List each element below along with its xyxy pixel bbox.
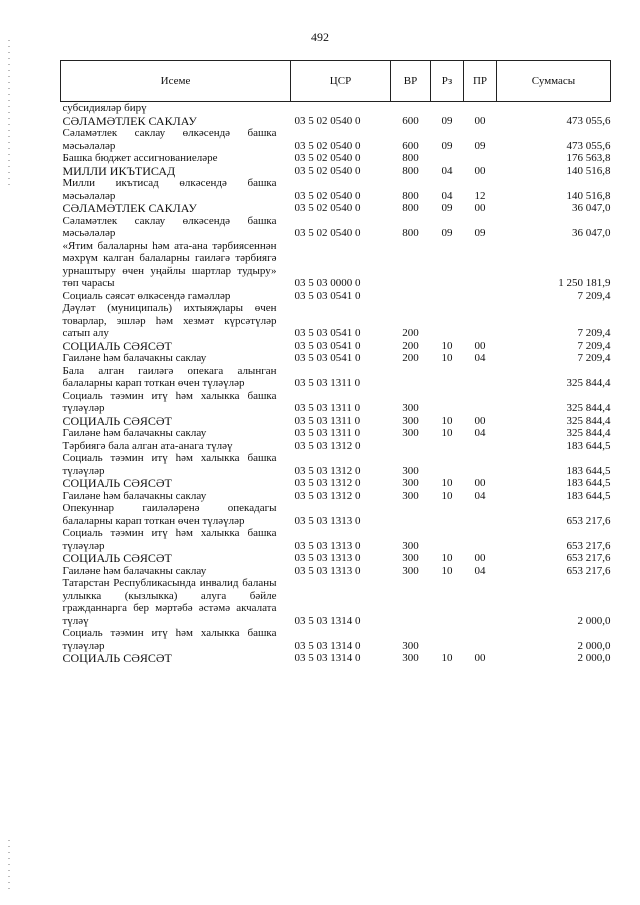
cell-pr: 00 xyxy=(474,552,486,564)
cell-vr: 200 xyxy=(402,352,419,364)
cell-sum: 36 047,0 xyxy=(572,227,611,239)
cell-rz xyxy=(431,302,464,340)
table-row xyxy=(61,115,611,128)
cell-pr: 04 xyxy=(474,352,486,364)
cell-name: Гаиләне һәм балачакны саклау xyxy=(62,564,207,577)
budget-table xyxy=(60,60,611,665)
cell-name: СОЦИАЛЬ СӘЯСӘТ xyxy=(62,551,172,565)
cell-rz: 10 xyxy=(441,652,453,664)
cell-sum: 183 644,5 xyxy=(566,489,611,502)
cell-rz xyxy=(431,102,464,115)
cell-csr: 03 5 03 1311 0 xyxy=(294,377,361,389)
cell-csr: 03 5 03 1312 0 xyxy=(294,464,361,477)
cell-pr xyxy=(464,527,497,552)
cell-vr: 800 xyxy=(402,227,419,239)
cell-vr: 300 xyxy=(402,477,419,489)
cell-sum: 2 000,0 xyxy=(577,652,611,664)
cell-pr: 00 xyxy=(474,652,486,664)
cell-name: Татарстан Республикасында инвалид баланы уллыкка (кызлыкка) алуга бәйле гражданнарга бер мәртәбә әстәмә акчалата түләү xyxy=(62,577,277,627)
cell-pr: 00 xyxy=(474,414,486,427)
table-row xyxy=(61,290,611,303)
cell-sum: 1 250 181,9 xyxy=(558,277,611,289)
cell-rz: 10 xyxy=(441,339,453,352)
cell-pr xyxy=(464,390,497,415)
cell-rz xyxy=(431,440,464,453)
cell-csr: 03 5 03 1312 0 xyxy=(294,477,361,489)
table-row xyxy=(61,390,611,415)
cell-csr: 03 5 02 0540 0 xyxy=(294,114,361,127)
cell-csr: 03 5 03 1311 0 xyxy=(294,414,361,427)
cell-pr: 09 xyxy=(474,227,486,239)
col-header-vr: ВР xyxy=(391,61,431,102)
cell-name: СӘЛАМӘТЛЕК САКЛАУ xyxy=(62,201,197,215)
cell-rz xyxy=(431,452,464,477)
cell-rz: 09 xyxy=(441,227,453,239)
cell-vr: 800 xyxy=(402,164,419,177)
cell-csr: 03 5 03 1311 0 xyxy=(294,427,361,439)
cell-pr: 00 xyxy=(474,114,486,127)
table-row xyxy=(61,565,611,578)
cell-rz xyxy=(431,627,464,652)
cell-name: СОЦИАЛЬ СӘЯСӘТ xyxy=(62,651,172,665)
cell-pr xyxy=(464,440,497,453)
cell-rz xyxy=(431,577,464,627)
cell-vr: 300 xyxy=(402,414,419,427)
cell-csr: 03 5 03 1313 0 xyxy=(294,539,361,552)
cell-vr xyxy=(391,290,431,303)
cell-csr: 03 5 03 1313 0 xyxy=(294,564,361,577)
cell-pr xyxy=(464,627,497,652)
table-row xyxy=(61,365,611,390)
cell-pr xyxy=(464,452,497,477)
cell-name: Социаль сәясәт өлкәсендә гамәлләр xyxy=(62,289,231,302)
cell-name: Сәламәтлек саклау өлкәсендә башка мәсьәләләр xyxy=(62,127,277,152)
cell-rz: 10 xyxy=(441,552,453,564)
cell-pr: 00 xyxy=(474,339,486,352)
cell-vr xyxy=(391,102,431,115)
cell-sum: 7 209,4 xyxy=(577,289,611,302)
cell-vr: 300 xyxy=(402,489,419,502)
cell-name: СОЦИАЛЬ СӘЯСӘТ xyxy=(62,413,172,428)
cell-pr xyxy=(464,152,497,165)
table-row xyxy=(61,215,611,240)
cell-csr: 03 5 03 1313 0 xyxy=(294,514,361,527)
table-row xyxy=(61,415,611,428)
cell-rz: 09 xyxy=(441,202,453,214)
cell-csr: 03 5 03 1311 0 xyxy=(294,402,361,414)
cell-pr: 04 xyxy=(474,427,486,439)
page-number: 492 xyxy=(311,30,329,44)
cell-csr: 03 5 03 1313 0 xyxy=(294,552,361,564)
cell-rz: 10 xyxy=(441,414,453,427)
table-row xyxy=(61,477,611,490)
cell-name: Гаиләне һәм балачакны саклау xyxy=(62,489,207,502)
cell-pr: 00 xyxy=(474,477,486,489)
cell-sum: 176 563,8 xyxy=(566,152,611,164)
table-row xyxy=(61,490,611,503)
table-row xyxy=(61,427,611,440)
cell-name: СОЦИАЛЬ СӘЯСӘТ xyxy=(62,476,172,490)
cell-csr xyxy=(291,102,391,115)
cell-csr: 03 5 03 0000 0 xyxy=(294,277,361,289)
margin-dots xyxy=(8,40,10,190)
cell-sum xyxy=(497,102,611,115)
cell-csr: 03 5 03 1312 0 xyxy=(294,489,361,502)
cell-rz: 04 xyxy=(441,164,453,177)
cell-sum: 325 844,4 xyxy=(566,414,611,427)
cell-name: Социаль тәэмин итү һәм халыкка башка түләүләр xyxy=(62,527,277,552)
cell-rz: 04 xyxy=(441,189,453,202)
cell-csr: 03 5 02 0540 0 xyxy=(294,227,361,239)
cell-rz: 09 xyxy=(441,114,453,127)
table-row xyxy=(61,177,611,202)
cell-sum: 183 644,5 xyxy=(566,439,611,452)
cell-pr: 00 xyxy=(474,202,486,214)
cell-name: Гаиләне һәм балачакны саклау xyxy=(62,352,207,364)
table-row xyxy=(61,352,611,365)
cell-sum: 653 217,6 xyxy=(566,514,611,527)
col-header-sum: Суммасы xyxy=(497,61,611,102)
table-row xyxy=(61,577,611,627)
table-row xyxy=(61,102,611,115)
cell-vr: 300 xyxy=(402,402,419,414)
cell-vr: 300 xyxy=(402,564,419,577)
cell-csr: 03 5 02 0540 0 xyxy=(294,139,361,152)
cell-rz xyxy=(431,240,464,290)
cell-sum: 2 000,0 xyxy=(577,614,611,627)
cell-vr xyxy=(391,577,431,627)
table-row xyxy=(61,552,611,565)
col-header-rz: Рз xyxy=(431,61,464,102)
cell-sum: 183 644,5 xyxy=(566,464,611,477)
cell-rz: 10 xyxy=(441,489,453,502)
cell-pr xyxy=(464,365,497,390)
cell-vr xyxy=(391,440,431,453)
cell-name: Бала алган гаиләгә опекага алынган балаларны карап тоткан өчен түләүләр xyxy=(62,364,277,389)
cell-sum: 653 217,6 xyxy=(566,539,611,552)
cell-vr: 300 xyxy=(402,652,419,664)
cell-vr: 200 xyxy=(402,327,419,339)
table-row xyxy=(61,240,611,290)
cell-name: субсидияләр бирү xyxy=(62,102,147,114)
cell-csr: 03 5 03 0541 0 xyxy=(294,327,361,339)
cell-csr: 03 5 03 1314 0 xyxy=(294,639,361,652)
table-row xyxy=(61,127,611,152)
cell-rz: 10 xyxy=(441,477,453,489)
cell-rz xyxy=(431,527,464,552)
cell-vr: 300 xyxy=(402,639,419,652)
cell-sum: 325 844,4 xyxy=(566,402,611,414)
cell-vr: 600 xyxy=(402,139,419,152)
cell-csr: 03 5 02 0540 0 xyxy=(294,202,361,214)
cell-vr: 600 xyxy=(402,114,419,127)
cell-sum: 140 516,8 xyxy=(566,189,611,202)
cell-vr: 200 xyxy=(402,339,419,352)
cell-sum: 183 644,5 xyxy=(566,477,611,489)
col-header-name: Исеме xyxy=(61,61,291,102)
cell-pr xyxy=(464,302,497,340)
cell-rz: 09 xyxy=(441,139,453,152)
cell-csr: 03 5 03 0541 0 xyxy=(294,289,361,302)
cell-sum: 36 047,0 xyxy=(572,202,611,214)
cell-sum: 325 844,4 xyxy=(566,427,611,439)
table-row xyxy=(61,527,611,552)
cell-csr: 03 5 03 1314 0 xyxy=(294,614,361,627)
cell-sum: 7 209,4 xyxy=(577,352,611,364)
cell-csr: 03 5 02 0540 0 xyxy=(294,164,361,177)
cell-rz xyxy=(431,290,464,303)
table-row xyxy=(61,340,611,353)
cell-sum: 325 844,4 xyxy=(566,377,611,389)
cell-name: «Ятим балаларны һәм ата-ана тәрбиясеннән мәхрүм калган балаларны гаиләгә тәрбиягә урнаштыру өчен уңайлы шартлар тудыру» төп чарасы xyxy=(62,239,277,289)
table-row xyxy=(61,440,611,453)
cell-name: Тәрбиягә бала алган ата-анага түләү xyxy=(62,439,233,452)
cell-pr xyxy=(464,502,497,527)
cell-name: Опекуннар гаиләләренә опекадагы балаларны карап тоткан өчен түләүләр xyxy=(62,502,277,527)
cell-vr xyxy=(391,502,431,527)
cell-name: Милли икътисад өлкәсендә башка мәсьәләләр xyxy=(62,177,277,202)
cell-csr: 03 5 03 1314 0 xyxy=(294,652,361,664)
cell-csr: 03 5 02 0540 0 xyxy=(294,152,361,164)
cell-pr xyxy=(464,102,497,115)
cell-sum: 140 516,8 xyxy=(566,164,611,177)
cell-pr: 09 xyxy=(474,139,486,152)
cell-name: СӘЛАМӘТЛЕК САКЛАУ xyxy=(62,113,197,128)
cell-vr: 300 xyxy=(402,552,419,564)
cell-csr: 03 5 03 1312 0 xyxy=(294,439,361,452)
cell-rz xyxy=(431,365,464,390)
table-row xyxy=(61,165,611,178)
cell-pr xyxy=(464,240,497,290)
cell-pr: 00 xyxy=(474,164,486,177)
cell-pr xyxy=(464,290,497,303)
table-row xyxy=(61,452,611,477)
cell-name: Социаль тәэмин итү һәм халыкка башка түләүләр xyxy=(62,452,277,477)
cell-vr xyxy=(391,365,431,390)
cell-rz: 10 xyxy=(441,564,453,577)
cell-name: СОЦИАЛЬ СӘЯСӘТ xyxy=(62,338,172,353)
cell-name: МИЛЛИ ИКЪТИСАД xyxy=(62,163,176,178)
cell-name: Башка бюджет ассигнованиеләре xyxy=(62,152,218,164)
cell-rz xyxy=(431,502,464,527)
col-header-pr: ПР xyxy=(464,61,497,102)
cell-pr xyxy=(464,577,497,627)
cell-vr: 300 xyxy=(402,539,419,552)
margin-dots xyxy=(8,840,10,890)
cell-vr: 800 xyxy=(402,202,419,214)
table-row xyxy=(61,302,611,340)
cell-sum: 653 217,6 xyxy=(566,552,611,564)
table-row xyxy=(61,652,611,665)
cell-pr: 04 xyxy=(474,489,486,502)
cell-sum: 7 209,4 xyxy=(577,327,611,339)
cell-csr: 03 5 03 0541 0 xyxy=(294,352,361,364)
cell-name: Социаль тәэмин итү һәм халыкка башка түләүләр xyxy=(62,627,277,652)
cell-name: Дәүләт (муниципаль) ихтыяҗлары өчен товарлар, эшләр һәм хезмәт күрсәтүләр сатып алу xyxy=(62,302,277,339)
cell-rz: 10 xyxy=(441,352,453,364)
cell-sum: 7 209,4 xyxy=(577,339,611,352)
table-row xyxy=(61,152,611,165)
table-row xyxy=(61,627,611,652)
cell-name: Сәламәтлек саклау өлкәсендә башка мәсьәләләр xyxy=(62,214,277,239)
cell-csr: 03 5 02 0540 0 xyxy=(294,189,361,202)
cell-vr xyxy=(391,240,431,290)
table-row xyxy=(61,502,611,527)
cell-name: Гаиләне һәм балачакны саклау xyxy=(62,427,207,439)
cell-name: Социаль тәэмин итү һәм халыкка башка түләүләр xyxy=(62,389,277,414)
cell-vr: 300 xyxy=(402,427,419,439)
cell-sum: 2 000,0 xyxy=(577,639,611,652)
table-header xyxy=(61,61,611,102)
table-row xyxy=(61,202,611,215)
cell-rz xyxy=(431,152,464,165)
col-header-csr: ЦСР xyxy=(291,61,391,102)
cell-vr: 800 xyxy=(402,189,419,202)
cell-sum: 473 055,6 xyxy=(566,139,611,152)
cell-pr: 04 xyxy=(474,564,486,577)
cell-sum: 653 217,6 xyxy=(566,564,611,577)
cell-sum: 473 055,6 xyxy=(566,114,611,127)
cell-pr: 12 xyxy=(474,189,486,202)
cell-rz xyxy=(431,390,464,415)
cell-vr: 300 xyxy=(402,464,419,477)
cell-rz: 10 xyxy=(441,427,453,439)
cell-csr: 03 5 03 0541 0 xyxy=(294,339,361,352)
cell-vr: 800 xyxy=(402,152,419,164)
